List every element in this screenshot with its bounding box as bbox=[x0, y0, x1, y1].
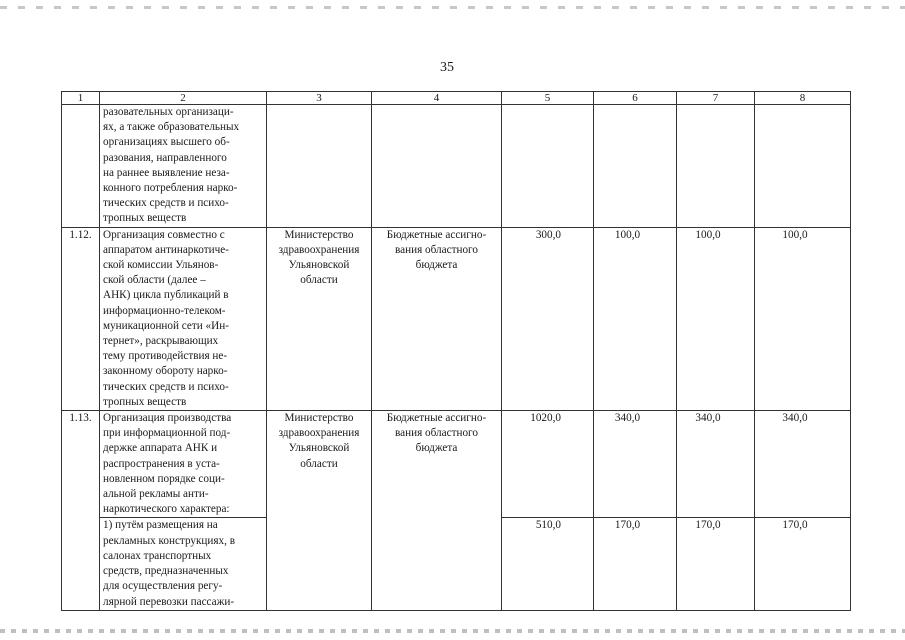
description-line: тропных веществ bbox=[103, 212, 187, 225]
executor-line: Ульяновской bbox=[288, 259, 350, 272]
description-line: держке аппарата АНК и bbox=[103, 442, 218, 455]
description-line: при информационной под- bbox=[103, 427, 231, 440]
amount-year-1 bbox=[594, 105, 677, 228]
column-number: 8 bbox=[755, 92, 851, 105]
description-line: муникационной сети «Ин- bbox=[103, 319, 229, 332]
description-line: АНК) цикла публикаций в bbox=[103, 289, 229, 302]
scan-edge-bottom bbox=[0, 629, 905, 633]
table-row bbox=[62, 105, 851, 228]
funding-source-line: бюджета bbox=[415, 259, 458, 272]
amount-total: 300,0 bbox=[502, 227, 594, 410]
amount-year-3: 170,0 bbox=[755, 518, 851, 610]
description-line: ской комиссии Ульянов- bbox=[103, 259, 219, 272]
description-line: 1) путём размещения на bbox=[103, 519, 218, 532]
funding-source-cell bbox=[372, 227, 502, 410]
column-number: 5 bbox=[502, 92, 594, 105]
description-line: разовательных организаци- bbox=[103, 106, 234, 118]
table-row bbox=[62, 227, 851, 410]
description-line: разования, направленного bbox=[103, 151, 227, 164]
item-description bbox=[100, 105, 267, 228]
description-line: информационно-телеком- bbox=[103, 304, 226, 317]
description-line: альной рекламы анти- bbox=[103, 488, 209, 501]
funding-source-cell bbox=[372, 411, 502, 611]
description-line: аппаратом антинаркотиче- bbox=[103, 243, 229, 256]
description-line: лярной перевозки пассажи- bbox=[103, 595, 235, 608]
description-line: тему противодействия не- bbox=[103, 350, 228, 363]
description-line: для осуществления регу- bbox=[103, 580, 223, 593]
description-line: рекламных конструкциях, в bbox=[103, 534, 236, 547]
amount-total: 1020,0 bbox=[502, 411, 594, 518]
executor-line: Министерство bbox=[284, 412, 354, 425]
column-number: 3 bbox=[267, 92, 372, 105]
description-line: на раннее выявление неза- bbox=[103, 166, 230, 179]
funding-source-line: Бюджетные ассигно- bbox=[386, 228, 487, 241]
column-number: 2 bbox=[100, 92, 267, 105]
item-description bbox=[100, 227, 267, 410]
amount-year-1: 340,0 bbox=[594, 411, 677, 518]
funding-source-line: вания областного bbox=[395, 427, 478, 440]
executor-line: области bbox=[300, 274, 338, 287]
amount-year-3 bbox=[755, 105, 851, 228]
description-line: тических средств и психо- bbox=[103, 197, 229, 210]
amount-year-2: 100,0 bbox=[677, 227, 755, 410]
column-number: 4 bbox=[372, 92, 502, 105]
description-line: распространения в уста- bbox=[103, 457, 220, 470]
description-line: законному обороту нарко- bbox=[103, 365, 228, 378]
description-line: тернет», раскрывающих bbox=[103, 335, 219, 348]
description-line: средств, предназначенных bbox=[103, 565, 229, 578]
item-number: 1.12. bbox=[62, 227, 100, 410]
column-number: 7 bbox=[677, 92, 755, 105]
funding-source-line: вания областного bbox=[395, 243, 478, 256]
program-table bbox=[61, 91, 851, 611]
funding-source-line: бюджета bbox=[415, 442, 458, 455]
executor-cell bbox=[267, 105, 372, 228]
item-description bbox=[100, 518, 267, 610]
amount-year-1: 170,0 bbox=[594, 518, 677, 610]
amount-year-3: 340,0 bbox=[755, 411, 851, 518]
item-number bbox=[62, 105, 100, 228]
executor-line: Министерство bbox=[284, 228, 354, 241]
amount-total: 510,0 bbox=[502, 518, 594, 610]
description-line: ской области (далее – bbox=[103, 274, 206, 287]
table-row bbox=[62, 411, 851, 518]
amount-year-2: 340,0 bbox=[677, 411, 755, 518]
executor-line: Ульяновской bbox=[288, 442, 350, 455]
page-number: 35 bbox=[440, 60, 454, 75]
executor-line: здравоохранения bbox=[278, 243, 360, 256]
amount-year-2: 170,0 bbox=[677, 518, 755, 610]
description-line: Организация производства bbox=[103, 412, 232, 425]
scan-edge-top bbox=[0, 6, 905, 9]
item-number: 1.13. bbox=[62, 411, 100, 611]
amount-year-3: 100,0 bbox=[755, 227, 851, 410]
description-line: тических средств и психо- bbox=[103, 380, 229, 393]
item-description bbox=[100, 411, 267, 518]
executor-cell bbox=[267, 411, 372, 611]
executor-line: здравоохранения bbox=[278, 427, 360, 440]
description-line: тропных веществ bbox=[103, 395, 187, 408]
description-line: наркотического характера: bbox=[103, 503, 230, 516]
amount-year-2 bbox=[677, 105, 755, 228]
description-line: организациях высшего об- bbox=[103, 136, 230, 149]
executor-cell bbox=[267, 227, 372, 410]
description-line: ях, а также образовательных bbox=[103, 121, 240, 134]
description-line: конного потребления нарко- bbox=[103, 182, 238, 195]
column-number-row bbox=[62, 92, 851, 105]
executor-line: области bbox=[300, 457, 338, 470]
funding-source-cell bbox=[372, 105, 502, 228]
amount-total bbox=[502, 105, 594, 228]
description-line: Организация совместно с bbox=[103, 228, 225, 241]
column-number: 1 bbox=[62, 92, 100, 105]
description-line: новленном порядке соци- bbox=[103, 472, 225, 485]
description-line: салонах транспортных bbox=[103, 549, 212, 562]
funding-source-line: Бюджетные ассигно- bbox=[386, 412, 487, 425]
column-number: 6 bbox=[594, 92, 677, 105]
amount-year-1: 100,0 bbox=[594, 227, 677, 410]
